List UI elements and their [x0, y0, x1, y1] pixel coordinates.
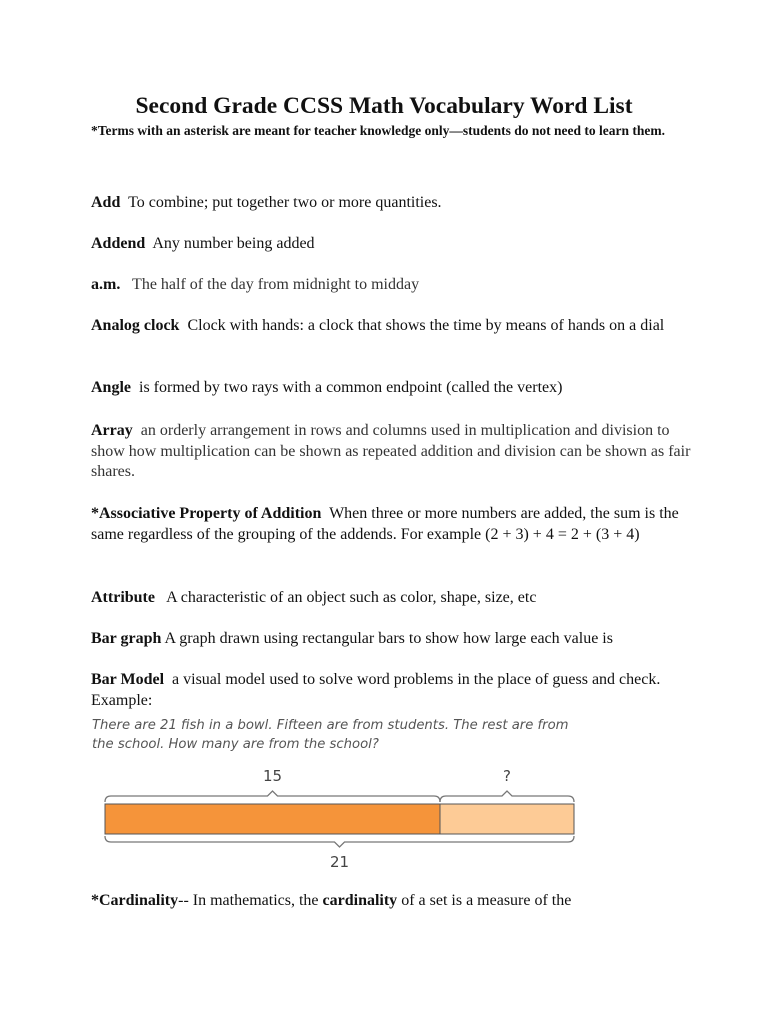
definition-bold-term: cardinality — [322, 892, 398, 909]
entry-cardinality — [91, 891, 691, 912]
term: Angle — [91, 379, 131, 396]
term: Bar Model — [91, 671, 165, 688]
bar-model-figure — [92, 712, 592, 874]
term: *Associative Property of Addition — [91, 505, 322, 522]
known-part-label: 15 — [262, 767, 283, 785]
term: Add — [91, 194, 121, 211]
term: *Cardinality — [91, 892, 179, 909]
entry-attribute — [91, 588, 691, 609]
definition: The half of the day from midnight to midday — [132, 276, 420, 293]
definition: When three or more numbers are added, the sum is the same regardless of the grouping of the addends. For example (2 + 3) + 4 = 2 + (3 + 4) — [91, 505, 679, 543]
definition: is formed by two rays with a common endpoint (called the vertex) — [139, 379, 563, 396]
entry-analog-clock — [91, 316, 691, 337]
term: Bar graph — [91, 630, 162, 647]
teacher-note: *Terms with an asterisk are meant for teacher knowledge only—students do not need to learn them. — [91, 123, 665, 138]
definition-part-2: of a set is a measure of the — [397, 892, 572, 909]
unknown-part-label: ? — [503, 767, 511, 785]
definition: an orderly arrangement in rows and columns used in multiplication and division to show how multiplication can be shown as repeated addition and division can be shown as fair shares. — [91, 422, 691, 481]
term: Analog clock — [91, 317, 180, 334]
bar-model-example — [92, 712, 592, 874]
entry-add — [91, 193, 691, 214]
entry-array — [91, 421, 691, 483]
total-brace — [105, 836, 574, 847]
known-part-segment — [105, 804, 440, 834]
term: Attribute — [91, 589, 155, 606]
page-title: Second Grade CCSS Math Vocabulary Word List — [135, 93, 633, 119]
term: Array — [91, 422, 133, 439]
definition: Clock with hands: a clock that shows the time by means of hands on a dial — [187, 317, 665, 334]
definition: A characteristic of an object such as color, shape, size, etc — [166, 589, 537, 606]
problem-line-1: There are 21 fish in a bowl. Fifteen are from students. The rest are from — [92, 718, 569, 733]
entry-bar-graph — [91, 629, 691, 650]
definition: A graph drawn using rectangular bars to show how large each value is — [164, 630, 613, 647]
term: Addend — [91, 235, 146, 252]
term: a.m. — [91, 276, 121, 293]
definition: Any number being added — [152, 235, 315, 252]
total-label: 21 — [329, 853, 350, 871]
definition: a visual model used to solve word problems in the place of guess and check. Example: — [91, 671, 661, 709]
definition-part-1: -- In mathematics, the — [178, 892, 323, 909]
definition: To combine; put together two or more quantities. — [128, 194, 442, 211]
unknown-part-brace — [440, 791, 574, 802]
entry-am — [91, 275, 691, 296]
known-part-brace — [105, 791, 440, 802]
entry-addend — [91, 234, 691, 255]
entry-associative-property — [91, 504, 691, 545]
entry-bar-model — [91, 670, 691, 711]
problem-line-2: the school. How many are from the school? — [92, 737, 379, 752]
unknown-part-segment — [440, 804, 574, 834]
entry-angle — [91, 378, 691, 399]
